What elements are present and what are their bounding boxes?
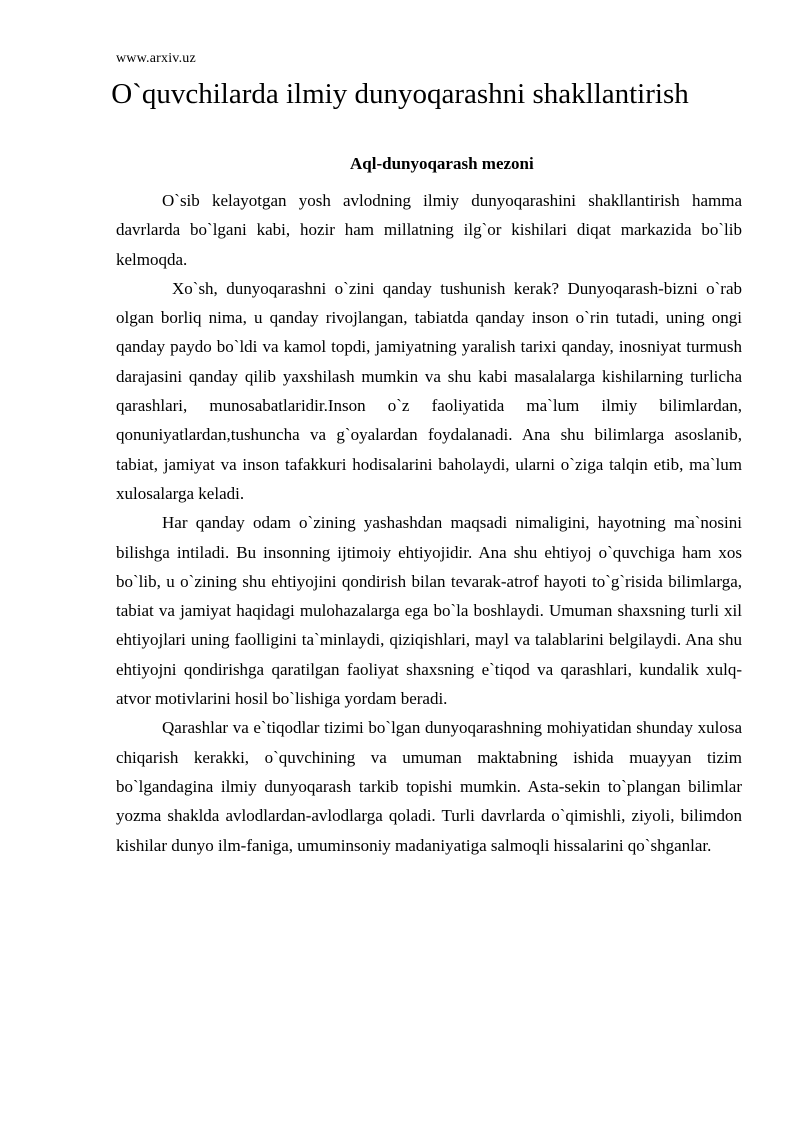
section-heading: Aql-dunyoqarash mezoni [350,154,534,173]
paragraph-4: Qarashlar va e`tiqodlar tizimi bo`lgan dunyoqarashning mohiyatidan shunday xulosa chiqarish kerakki, o`quvchining va umuman maktabning ishida muayyan tizim bo`lgandagina ilmiy dunyoqarash tarkib topishi mumkin. Asta-sekin to`plangan bilimlar yozma shaklda avlodlardan-avlodlarga qoladi. Turli davrlarda o`qimishli, ziyoli, bilimdon kishilar dunyo ilm-faniga, umuminsoniy madaniyatiga salmoqli hissalarini qo`shganlar. [116,718,742,855]
paragraph-2: Xo`sh, dunyoqarashni o`zini qanday tushunish kerak? Dunyoqarash-bizni o`rab olgan borliq nima, u qanday rivojlangan, tabiatda qanday inson o`rin tutadi, uning ongi qanday paydo bo`ldi va kamol topdi, jamiyatning yaralish tarixi qanday, inosniyat turmush darajasini qanday qilib yaxshilash mumkin va shu kabi masalalarga kishilarning turlicha qarashlari, munosabatlaridir.Inson o`z faoliyatida ma`lum ilmiy bilimlardan, qonuniyatlardan,tushuncha va g`oyalardan foydalanadi. Ana shu bilimlarga asoslanib, tabiat, jamiyat va inson tafakkuri hodisalarini baholaydi, ularni o`ziga talqin etib, ma`lum xulosalarga keladi. [116,278,742,503]
paragraph-1: O`sib kelayotgan yosh avlodning ilmiy dunyoqarashini shakllantirish hamma davrlarda bo`lgani kabi, hozir ham millatning ilg`or kishilari diqat markazida bo`lib kelmoqda. [116,191,742,269]
document-title: O`quvchilarda ilmiy dunyoqarashni shakllantirish [111,78,689,110]
paragraph-3: Har qanday odam o`zining yashashdan maqsadi nimaligini, hayotning ma`nosini bilishga intiladi. Bu insonning ijtimoiy ehtiyojidir. Ana shu ehtiyoj o`quvchiga ham xos bo`lib, u o`zining shu ehtiyojini qondirish bilan tevarak-atrof hayoti to`g`risida bilimlarga, tabiat va jamiyat haqidagi mulohazalarga ega bo`la boshlaydi. Umuman shaxsning turli xil ehtiyojlari uning faolligini ta`minlaydi, qiziqishlari, mayl va talablarini belgilaydi. Ana shu ehtiyojni qondirishga qaratilgan faoliyat shaxsning e`tiqod va qarashlari, kundalik xulq-atvor motivlarini hosil bo`lishiga yordam beradi. [116,513,742,709]
site-url: www.arxiv.uz [116,51,196,66]
document-body [116,186,742,860]
